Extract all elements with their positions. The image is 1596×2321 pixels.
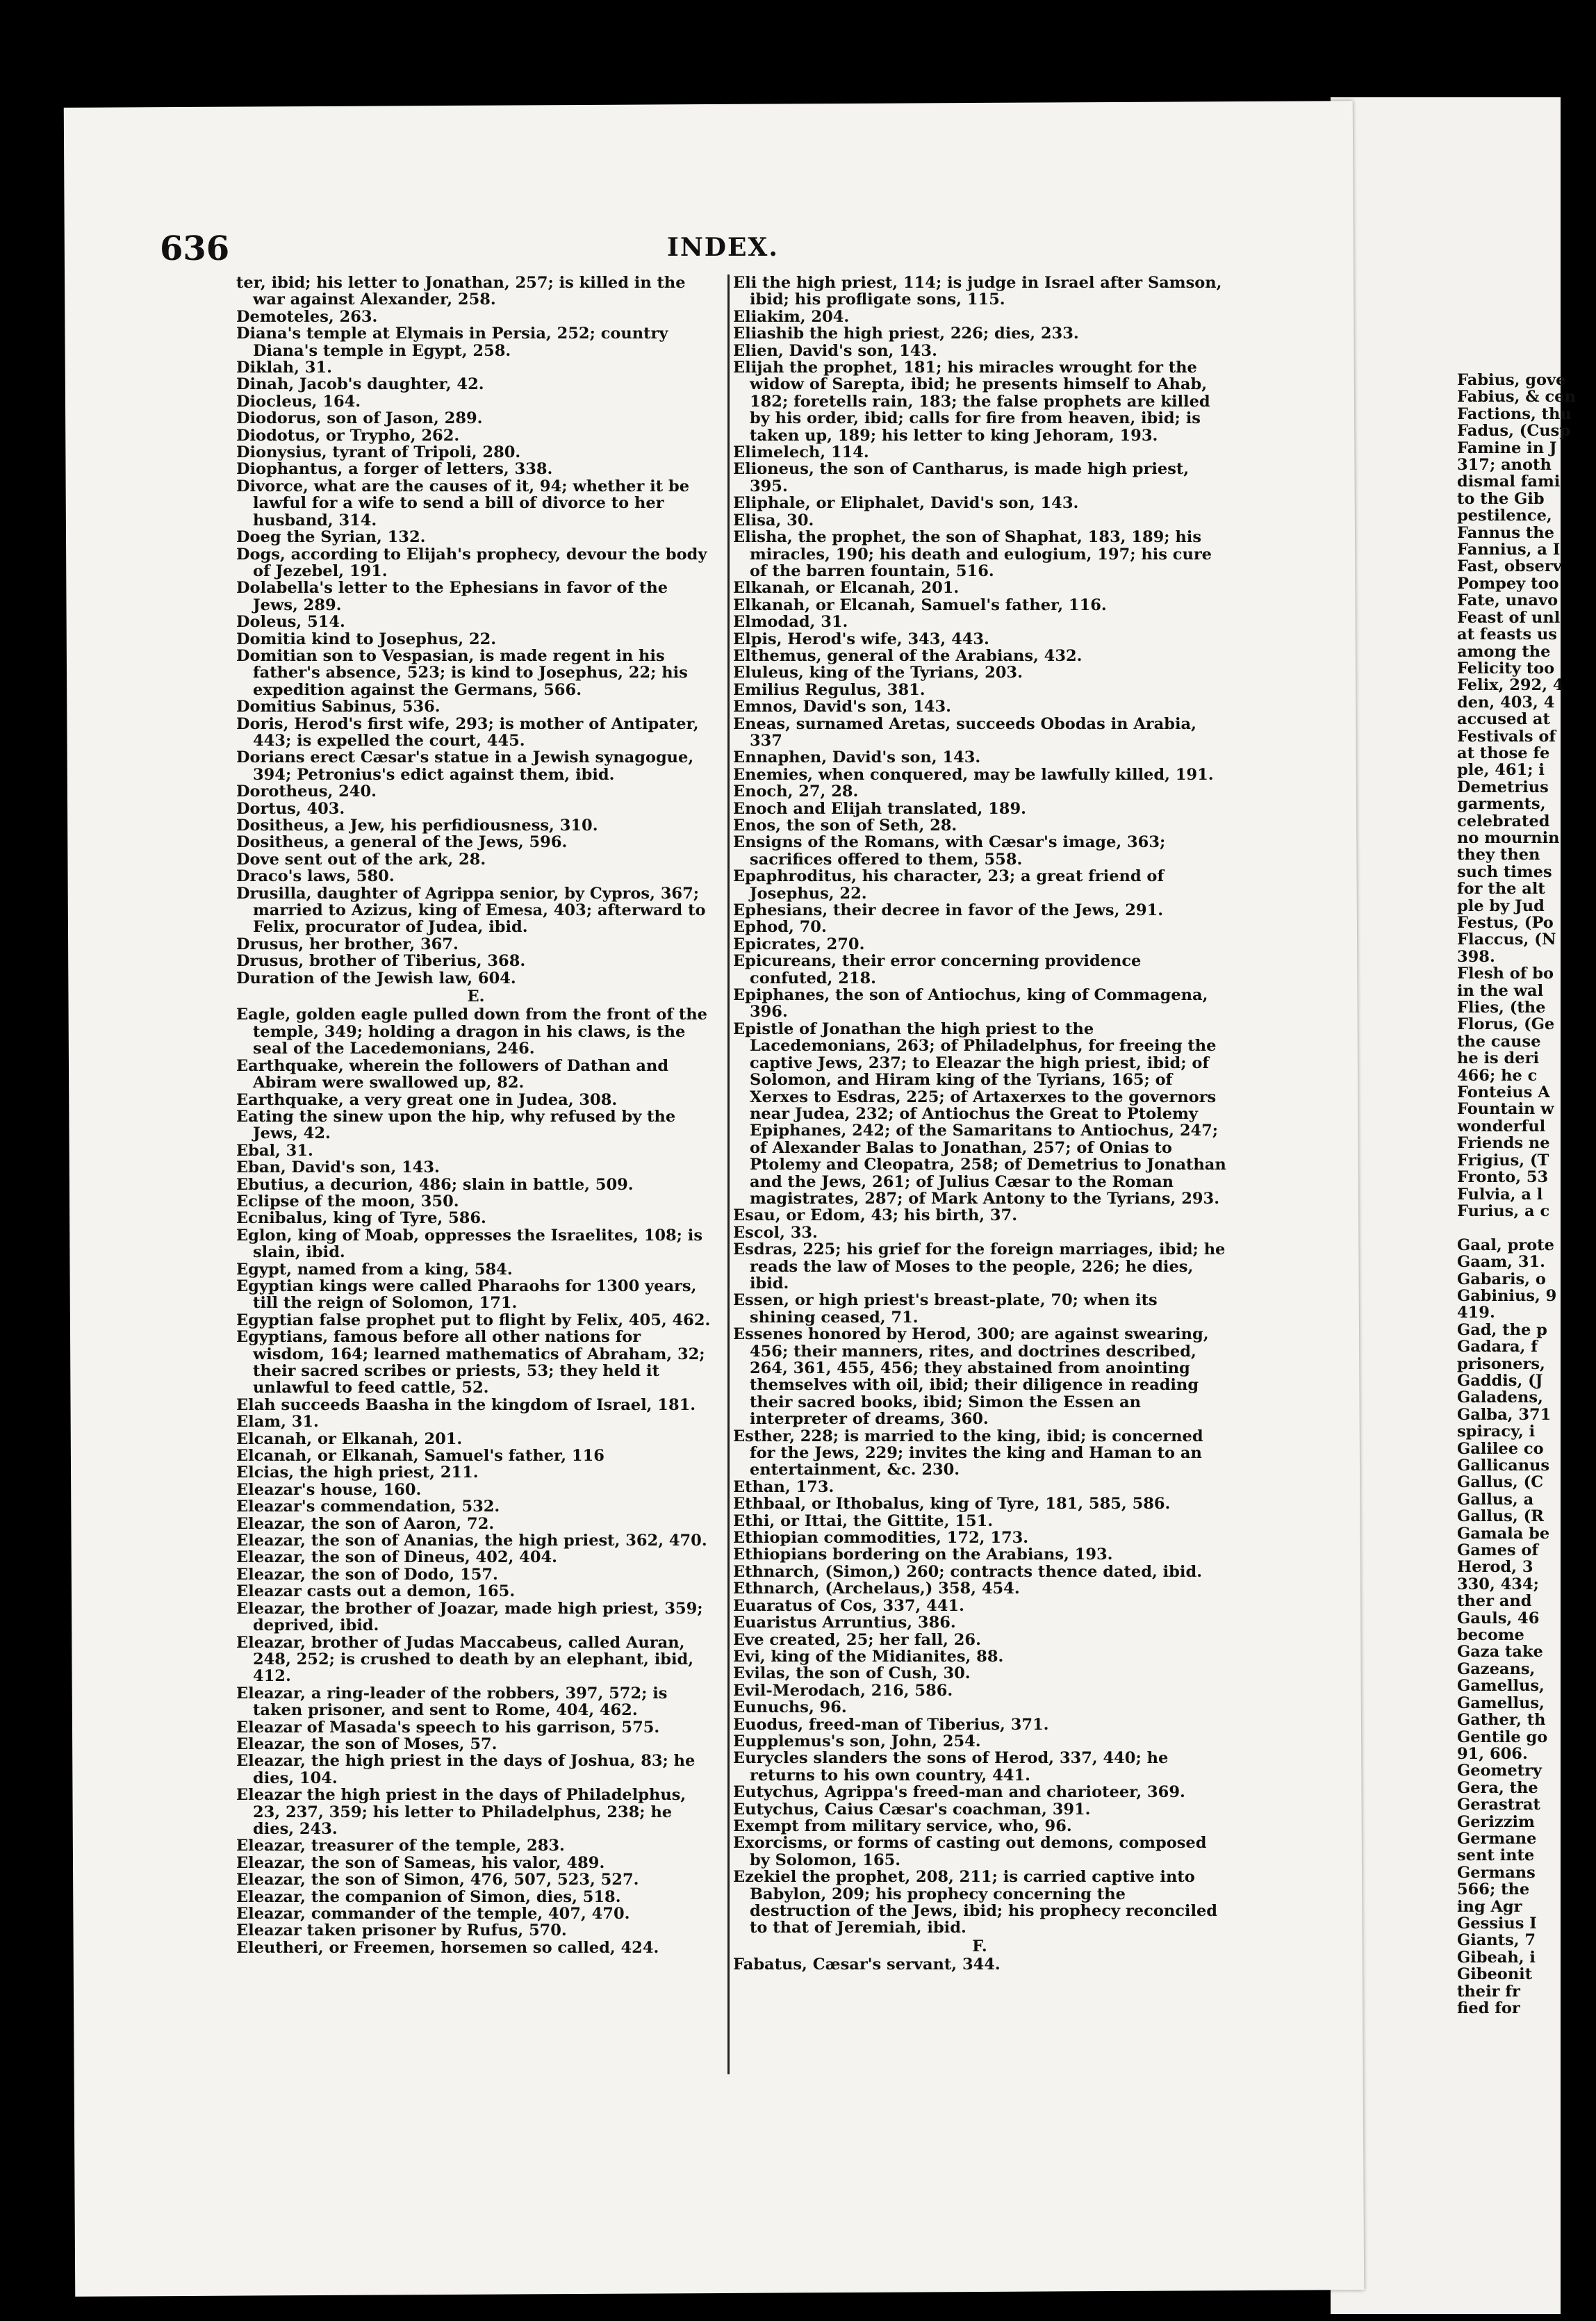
adjacent-index-fragment: he is deri — [1457, 1049, 1540, 1068]
index-entry: Eleazar's house, 160. — [236, 1480, 422, 1499]
adjacent-index-fragment: Famine in J — [1457, 438, 1557, 457]
adjacent-index-fragment: Games of — [1457, 1541, 1539, 1560]
index-entry: Esdras, 225; his grief for the foreign marriages, ibid; he reads the law of Moses to the people, 226; he dies, ibid. — [733, 1240, 1226, 1293]
adjacent-index-fragment: to the Gib — [1457, 489, 1545, 508]
adjacent-index-fragment: Fannius, a I — [1457, 541, 1561, 559]
index-entry: Epaphroditus, his character, 23; a great friend of Josephus, 22. — [733, 867, 1165, 903]
index-entry: Exempt from military service, who, 96. — [733, 1816, 1072, 1835]
index-entry: Elien, David's son, 143. — [733, 341, 937, 360]
index-entry: Enos, the son of Seth, 28. — [733, 817, 957, 835]
index-entry: Ennaphen, David's son, 143. — [733, 748, 981, 767]
index-entry: Drusilla, daughter of Agrippa senior, by Cypros, 367; married to Azizus, king of Emesa, 403; afterward to Felix, procurator of Judea, ibid. — [236, 884, 706, 937]
adjacent-index-fragment: Gabinius, 9 — [1457, 1286, 1557, 1305]
adjacent-index-fragment: 317; anoth — [1457, 456, 1552, 475]
adjacent-index-fragment: Furius, a c — [1457, 1201, 1550, 1220]
index-entry: Eagle, golden eagle pulled down from the front of the temple, 349; holding a dragon in his claws, is the seal of the Lacedemonians, 246. — [236, 1006, 707, 1058]
adjacent-index-fragment: Gera, the — [1457, 1778, 1538, 1797]
adjacent-index-fragment: Gaza take — [1457, 1643, 1543, 1662]
index-entry: Elcias, the high priest, 211. — [236, 1463, 479, 1482]
adjacent-index-fragment: Geometry — [1457, 1762, 1542, 1780]
index-entry: Dositheus, a general of the Jews, 596. — [236, 833, 568, 852]
adjacent-index-fragment: Herod, 3 — [1457, 1558, 1533, 1577]
adjacent-index-fragment: Germane — [1457, 1829, 1537, 1848]
adjacent-index-fragment: wonderful — [1457, 1117, 1546, 1135]
adjacent-index-fragment: Gather, th — [1457, 1711, 1546, 1730]
index-entry: Eliphale, or Eliphalet, David's son, 143. — [733, 494, 1079, 513]
index-entry: Diodorus, son of Jason, 289. — [236, 409, 483, 428]
adjacent-index-fragment: garments, — [1457, 795, 1546, 814]
adjacent-index-fragment: Giants, 7 — [1457, 1931, 1536, 1950]
index-entry: Fabatus, Cæsar's servant, 344. — [733, 1955, 1001, 1974]
adjacent-index-fragment: Festivals of — [1457, 727, 1556, 746]
adjacent-index-fragment: Felicity too — [1457, 659, 1555, 678]
adjacent-index-fragment: Gallus, (R — [1457, 1507, 1544, 1526]
index-entry: Evilas, the son of Cush, 30. — [733, 1664, 971, 1683]
index-entry: Ebal, 31. — [236, 1141, 313, 1160]
index-entry: Dionysius, tyrant of Tripoli, 280. — [236, 443, 521, 462]
index-entry: Ethbaal, or Ithobalus, king of Tyre, 181, 585, 586. — [733, 1495, 1171, 1514]
adjacent-index-fragment: Gamellus, — [1457, 1677, 1545, 1696]
index-entry: Demoteles, 263. — [236, 307, 378, 326]
adjacent-index-fragment: Fonteius A — [1457, 1083, 1550, 1102]
index-entry: Eliashib the high priest, 226; dies, 233. — [733, 325, 1079, 343]
adjacent-index-fragment: Fulvia, a l — [1457, 1185, 1543, 1204]
adjacent-index-fragment: fied for — [1457, 1999, 1520, 2017]
page-title: INDEX. — [667, 233, 779, 262]
index-entry: Eleazar, the son of Aaron, 72. — [236, 1514, 495, 1533]
adjacent-index-fragment: Gabaris, o — [1457, 1270, 1546, 1288]
index-entry: Egyptians, famous before all other nations for wisdom, 164; learned mathematics of Abraham, 32; their sacred scribes or priests, 53; they held it unlawful to feed cattle, 52. — [236, 1328, 705, 1397]
adjacent-index-fragment: Fountain w — [1457, 1100, 1554, 1119]
index-entry: Ephod, 70. — [733, 918, 827, 937]
index-entry: Esau, or Edom, 43; his birth, 37. — [733, 1206, 1018, 1225]
index-entry: Doeg the Syrian, 132. — [236, 528, 426, 547]
index-entry: Dove sent out of the ark, 28. — [236, 850, 486, 869]
index-entry: Eleazar taken prisoner by Rufus, 570. — [236, 1921, 567, 1940]
index-entry: Essenes honored by Herod, 300; are against swearing, 456; their manners, rites, and doctrines described, 264, 361, 455, 456; they abstained from anointing themselves with oil, ibid; their diligence in reading their sacred books, ibid; Simon the Essen an interpreter of dreams, 360. — [733, 1325, 1209, 1429]
index-entry: Eleazar, the son of Sameas, his valor, 489. — [236, 1853, 605, 1872]
index-entry: Essen, or high priest's breast-plate, 70; when its shining ceased, 71. — [733, 1291, 1158, 1327]
index-entry: Eleutheri, or Freemen, horsemen so called, 424. — [236, 1938, 659, 1957]
adjacent-index-fragment: Festus, (Po — [1457, 914, 1554, 932]
index-entry: Eclipse of the moon, 350. — [236, 1192, 459, 1211]
index-entry: Eunuchs, 96. — [733, 1698, 847, 1717]
index-entry: Dortus, 403. — [236, 799, 345, 818]
index-entry: Eleazar, the son of Ananias, the high priest, 362, 470. — [236, 1532, 707, 1550]
index-column-middle — [733, 274, 1226, 1974]
adjacent-index-fragment: Gaddis, (J — [1457, 1371, 1543, 1390]
index-entry: Eleazar the high priest in the days of Philadelphus, 23, 237, 359; his letter to Philadelphus, 238; he dies, 243. — [236, 1786, 686, 1838]
adjacent-index-fragment: 566; the — [1457, 1880, 1530, 1899]
index-entry: Eleazar, the high priest in the days of Joshua, 83; he dies, 104. — [236, 1752, 696, 1787]
adjacent-index-fragment: Felix, 292, 4 — [1457, 676, 1564, 695]
index-entry: Ecnibalus, king of Tyre, 586. — [236, 1209, 486, 1228]
adjacent-index-fragment: Gallicanus — [1457, 1457, 1550, 1475]
adjacent-index-fragment: Gibeah, i — [1457, 1948, 1536, 1967]
index-entry: Domitian son to Vespasian, is made regent in his father's absence, 523; is kind to Josephus, 22; his expedition against the Germans, 566. — [236, 646, 688, 699]
index-column-left — [236, 274, 716, 1956]
adjacent-index-fragment: spiracy, i — [1457, 1422, 1536, 1441]
index-entry: Dositheus, a Jew, his perfidiousness, 310. — [236, 817, 598, 835]
index-entry: Elisa, 30. — [733, 511, 814, 530]
adjacent-index-fragment: Feast of unl — [1457, 608, 1561, 627]
index-entry: Enoch, 27, 28. — [733, 782, 859, 801]
index-entry: Evil-Merodach, 216, 586. — [733, 1681, 953, 1700]
index-entry: Eleazar, treasurer of the temple, 283. — [236, 1837, 565, 1855]
index-entry: Earthquake, wherein the followers of Dathan and Abiram were swallowed up, 82. — [236, 1056, 669, 1092]
adjacent-index-fragment: Gibeonit — [1457, 1965, 1533, 1984]
adjacent-index-fragment: Demetrius — [1457, 778, 1549, 796]
index-entry: Ethiopians bordering on the Arabians, 193. — [733, 1545, 1113, 1564]
index-entry: Emnos, David's son, 143. — [733, 698, 951, 716]
adjacent-index-fragment: Gadara, f — [1457, 1338, 1538, 1356]
adjacent-index-fragment: in the wal — [1457, 981, 1544, 1000]
index-entry: Egyptian kings were called Pharaohs for 1300 years, till the reign of Solomon, 171. — [236, 1277, 697, 1313]
index-entry: Diklah, 31. — [236, 359, 332, 377]
index-entry: Ezekiel the prophet, 208, 211; is carried captive into Babylon, 209; his prophecy concerning the destruction of the Jews, ibid; his prophecy reconciled to that of Jeremiah, ibid. — [733, 1868, 1218, 1937]
adjacent-index-fragment: prisoners, — [1457, 1354, 1545, 1373]
index-entry: Eleazar, the brother of Joazar, made high priest, 359; deprived, ibid. — [236, 1599, 703, 1635]
index-entry: Elam, 31. — [236, 1413, 319, 1432]
index-entry: Egyptian false prophet put to flight by Felix, 405, 462. — [236, 1311, 711, 1329]
index-entry: Elijah the prophet, 181; his miracles wrought for the widow of Sarepta, ibid; he presents himself to Ahab, 182; foretells rain, 183; the false prophets are killed by his order, ibid; calls for fire from heaven, ibid; is taken up, 189; his letter to king Jehoram, 193. — [733, 359, 1210, 445]
page-number: 636 — [160, 229, 230, 268]
index-entry: Eleazar, the companion of Simon, dies, 518. — [236, 1887, 621, 1906]
adjacent-index-fragment: Gaam, 31. — [1457, 1253, 1545, 1272]
index-entry: Euaristus Arruntius, 386. — [733, 1614, 956, 1632]
adjacent-index-fragment: 91, 606. — [1457, 1744, 1528, 1763]
adjacent-index-fragment: Fabius, gove — [1457, 371, 1566, 389]
adjacent-index-fragment: ing Agr — [1457, 1897, 1522, 1916]
index-entry: Ebutius, a decurion, 486; slain in battle, 509. — [236, 1175, 634, 1194]
adjacent-index-fragment: Flaccus, (N — [1457, 930, 1556, 949]
index-entry: Evi, king of the Midianites, 88. — [733, 1647, 1004, 1666]
index-entry: Eutychus, Caius Cæsar's coachman, 391. — [733, 1800, 1091, 1819]
index-entry: Duration of the Jewish law, 604. — [236, 969, 516, 987]
index-entry: Elkanah, or Elcanah, Samuel's father, 116. — [733, 596, 1107, 614]
index-entry: Diocleus, 164. — [236, 392, 361, 411]
index-entry: Eleazar, the son of Moses, 57. — [236, 1734, 497, 1753]
index-entry: Ethnarch, (Archelaus,) 358, 454. — [733, 1580, 1020, 1598]
adjacent-page-column — [1457, 372, 1596, 2017]
adjacent-index-fragment: pestilence, — [1457, 507, 1552, 525]
index-entry: Domitius Sabinus, 536. — [236, 698, 441, 716]
adjacent-index-fragment: Gallus, a — [1457, 1490, 1534, 1509]
index-entry: Dolabella's letter to the Ephesians in favor of the Jews, 289. — [236, 579, 668, 614]
adjacent-index-fragment: 330, 434; — [1457, 1575, 1539, 1593]
adjacent-index-fragment: 466; he c — [1457, 1066, 1538, 1085]
adjacent-index-fragment: 419. — [1457, 1304, 1495, 1322]
adjacent-index-fragment: Pompey too — [1457, 574, 1559, 593]
index-entry: Drusus, her brother, 367. — [236, 935, 459, 953]
adjacent-index-fragment: Fast, observ — [1457, 557, 1562, 576]
adjacent-index-fragment: Frigius, (T — [1457, 1151, 1549, 1170]
adjacent-index-fragment: Gentile go — [1457, 1728, 1548, 1746]
index-entry: Ensigns of the Romans, with Cæsar's image, 363; sacrifices offered to them, 558. — [733, 833, 1166, 869]
index-entry: ter, ibid; his letter to Jonathan, 257; is killed in the war against Alexander, 258. — [236, 274, 686, 309]
adjacent-index-fragment: Fannus the — [1457, 523, 1554, 542]
index-entry: Exorcisms, or forms of casting out demons, composed by Solomon, 165. — [733, 1834, 1207, 1869]
adjacent-index-fragment: the cause — [1457, 1032, 1541, 1051]
adjacent-index-fragment: sent inte — [1457, 1846, 1535, 1865]
index-entry: Drusus, brother of Tiberius, 368. — [236, 952, 526, 971]
adjacent-index-fragment: Flies, (the — [1457, 999, 1546, 1017]
adjacent-index-fragment: ther and — [1457, 1592, 1532, 1611]
index-entry: Eve created, 25; her fall, 26. — [733, 1630, 981, 1649]
adjacent-index-fragment: their fr — [1457, 1982, 1520, 2001]
index-entry: Eban, David's son, 143. — [236, 1158, 440, 1177]
adjacent-index-fragment: Germans — [1457, 1863, 1536, 1882]
adjacent-index-fragment: Galba, 371 — [1457, 1405, 1552, 1424]
adjacent-index-fragment: Fronto, 53 — [1457, 1168, 1549, 1187]
index-entry: Elimelech, 114. — [733, 443, 869, 462]
adjacent-index-fragment: den, 403, 4 — [1457, 693, 1555, 712]
index-entry: Draco's laws, 580. — [236, 867, 395, 886]
index-entry: Eleazar's commendation, 532. — [236, 1498, 500, 1516]
adjacent-index-fragment: Gerizzim — [1457, 1812, 1535, 1831]
index-entry: Eneas, surnamed Aretas, succeeds Obodas in Arabia, 337 — [733, 714, 1196, 750]
adjacent-page — [1331, 97, 1576, 2314]
index-entry: Diana's temple at Elymais in Persia, 252; country Diana's temple in Egypt, 258. — [236, 325, 668, 360]
adjacent-index-fragment: Gallus, (C — [1457, 1473, 1544, 1492]
adjacent-index-fragment: ple by Jud — [1457, 896, 1545, 915]
adjacent-index-fragment: at feasts us — [1457, 625, 1557, 644]
index-entry: Elcanah, or Elkanah, Samuel's father, 116 — [236, 1447, 604, 1466]
index-entry: Ethnarch, (Simon,) 260; contracts thence dated, ibid. — [733, 1562, 1203, 1581]
adjacent-index-fragment: Gauls, 46 — [1457, 1609, 1540, 1627]
adjacent-index-fragment: become — [1457, 1626, 1524, 1645]
adjacent-index-fragment: Galadens, — [1457, 1388, 1543, 1407]
index-entry: Epistle of Jonathan the high priest to the Lacedemonians, 263; of Philadelphus, for freeing the captive Jews, 237; to Eleazar the high priest, ibid; of Solomon, and Hiram king of the Tyrians, 165; of Xerxes to Esdras, 225; of Artaxerxes to the governors near Judea, 232; of Antiochus the Great to Ptolemy Epiphanes, 242; of the Samaritans to Antiochus, 247; of Alexander Balas to Jonathan, 257; of Onias to Ptolemy and Cleopatra, 258; of Demetrius to Jonathan and the Jews, 261; of Julius Cæsar to the Roman magistrates, 287; of Mark Antony to the Tyrians, 293. — [733, 1019, 1226, 1208]
index-entry: Diodotus, or Trypho, 262. — [236, 426, 460, 445]
index-entry: Eleazar of Masada's speech to his garrison, 575. — [236, 1718, 660, 1737]
index-entry: Elpis, Herod's wife, 343, 443. — [733, 630, 989, 648]
adjacent-index-fragment: accused at — [1457, 710, 1550, 729]
adjacent-index-fragment: Galilee co — [1457, 1439, 1544, 1458]
adjacent-index-fragment: Gessius I — [1457, 1914, 1537, 1933]
index-entry: Eating the sinew upon the hip, why refused by the Jews, 42. — [236, 1107, 676, 1143]
adjacent-index-fragment: Fabius, & cen — [1457, 388, 1576, 407]
index-entry: Epicrates, 270. — [733, 935, 865, 953]
index-entry: Domitia kind to Josephus, 22. — [236, 630, 497, 648]
index-entry: Egypt, named from a king, 584. — [236, 1260, 513, 1279]
index-entry: Doris, Herod's first wife, 293; is mother of Antipater, 443; is expelled the court, 445. — [236, 714, 699, 750]
adjacent-index-fragment: for the alt — [1457, 880, 1545, 899]
index-entry: Elmodad, 31. — [733, 613, 848, 632]
index-entry: Eleazar, the son of Simon, 476, 507, 523, 527. — [236, 1871, 639, 1889]
index-entry: Dinah, Jacob's daughter, 42. — [236, 375, 484, 394]
adjacent-index-fragment: at those fe — [1457, 744, 1550, 762]
index-entry: Eleazar, the son of Dodo, 157. — [236, 1565, 498, 1584]
index-entry: Eluleus, king of the Tyrians, 203. — [733, 664, 1023, 682]
index-entry: Epiphanes, the son of Antiochus, king of Commagena, 396. — [733, 986, 1208, 1022]
index-entry: Eurycles slanders the sons of Herod, 337, 440; he returns to his own country, 441. — [733, 1749, 1169, 1785]
adjacent-index-fragment: Flesh of bo — [1457, 965, 1554, 983]
section-letter: F. — [972, 1937, 987, 1955]
index-entry: Dorians erect Cæsar's statue in a Jewish synagogue, 394; Petronius's edict against them, ibid. — [236, 748, 694, 784]
index-entry: Earthquake, a very great one in Judea, 308. — [236, 1090, 618, 1109]
index-entry: Enoch and Elijah translated, 189. — [733, 799, 1026, 818]
index-entry: Elthemus, general of the Arabians, 432. — [733, 646, 1083, 665]
adjacent-index-fragment: ple, 461; i — [1457, 761, 1545, 780]
index-entry: Divorce, what are the causes of it, 94; whether it be lawful for a wife to send a bill of divorce to her husband, 314. — [236, 477, 690, 530]
index-entry: Eleazar, brother of Judas Maccabeus, called Auran, 248, 252; is crushed to death by an elephant, ibid, 412. — [236, 1633, 694, 1686]
index-entry: Eleazar, the son of Dineus, 402, 404. — [236, 1548, 557, 1567]
column-rule — [727, 274, 730, 2074]
adjacent-index-fragment: dismal fami — [1457, 473, 1561, 491]
index-entry: Esther, 228; is married to the king, ibid; is concerned for the Jews, 229; invites the king and Haman to an entertainment, &c. 230. — [733, 1427, 1203, 1479]
adjacent-index-fragment: Factions, thu — [1457, 404, 1572, 423]
index-entry: Epicureans, their error concerning providence confuted, 218. — [733, 952, 1142, 987]
index-entry: Elah succeeds Baasha in the kingdom of Israel, 181. — [236, 1395, 696, 1414]
adjacent-index-fragment: celebrated — [1457, 812, 1550, 830]
index-entry: Eglon, king of Moab, oppresses the Israelites, 108; is slain, ibid. — [236, 1226, 703, 1262]
index-entry: Eutychus, Agrippa's freed-man and charioteer, 369. — [733, 1783, 1185, 1802]
index-entry: Eleazar, a ring-leader of the robbers, 397, 572; is taken prisoner, and sent to Rome, 404, 462. — [236, 1684, 668, 1720]
index-entry: Eli the high priest, 114; is judge in Israel after Samson, ibid; his profligate sons, 115. — [733, 274, 1222, 309]
index-entry: Elioneus, the son of Cantharus, is made high priest, 395. — [733, 460, 1190, 495]
index-entry: Eupplemus's son, John, 254. — [733, 1732, 981, 1750]
index-entry: Enemies, when conquered, may be lawfully killed, 191. — [733, 765, 1214, 784]
index-entry: Ethiopian commodities, 172, 173. — [733, 1529, 1029, 1548]
adjacent-index-fragment: no mournin — [1457, 828, 1560, 847]
index-entry: Dorotheus, 240. — [236, 782, 377, 801]
index-entry: Eleazar, commander of the temple, 407, 470. — [236, 1905, 630, 1923]
adjacent-index-fragment: Gad, the p — [1457, 1320, 1547, 1339]
adjacent-index-fragment: Fate, unavo — [1457, 591, 1558, 610]
adjacent-index-fragment: Florus, (Ge — [1457, 1015, 1555, 1034]
adjacent-index-fragment: such times — [1457, 862, 1552, 881]
index-entry: Elcanah, or Elkanah, 201. — [236, 1429, 463, 1448]
adjacent-index-fragment: Friends ne — [1457, 1134, 1550, 1153]
index-entry: Ethi, or Ittai, the Gittite, 151. — [733, 1511, 994, 1530]
index-entry: Diophantus, a forger of letters, 338. — [236, 460, 553, 479]
adjacent-index-fragment: among the — [1457, 642, 1551, 661]
index-entry: Dogs, according to Elijah's prophecy, devour the body of Jezebel, 191. — [236, 545, 707, 580]
index-entry: Ephesians, their decree in favor of the Jews, 291. — [733, 901, 1164, 920]
index-entry: Ethan, 173. — [733, 1477, 834, 1496]
adjacent-index-fragment: Gamala be — [1457, 1524, 1550, 1543]
index-entry: Escol, 33. — [733, 1223, 818, 1242]
index-entry: Eliakim, 204. — [733, 307, 850, 326]
index-entry: Elisha, the prophet, the son of Shaphat, 183, 189; his miracles, 190; his death and eulogium, 197; his cure of the barren fountain, 516. — [733, 528, 1212, 580]
adjacent-index-fragment — [1457, 1220, 1596, 1236]
adjacent-index-fragment: Gamellus, — [1457, 1693, 1545, 1712]
adjacent-index-fragment: 398. — [1457, 947, 1495, 966]
adjacent-index-fragment: Gerastrat — [1457, 1796, 1540, 1814]
section-letter: E. — [467, 987, 485, 1006]
index-entry: Doleus, 514. — [236, 613, 345, 632]
adjacent-index-fragment: Gaal, prote — [1457, 1236, 1554, 1254]
adjacent-index-fragment: they then — [1457, 846, 1540, 864]
index-entry: Euodus, freed-man of Tiberius, 371. — [733, 1715, 1049, 1734]
adjacent-index-fragment: Gazeans, — [1457, 1659, 1536, 1678]
index-entry: Eleazar casts out a demon, 165. — [236, 1582, 516, 1601]
adjacent-index-fragment: Fadus, (Cusp — [1457, 422, 1571, 441]
index-entry: Emilius Regulus, 381. — [733, 680, 925, 699]
index-entry: Elkanah, or Elcanah, 201. — [733, 579, 960, 598]
index-entry: Euaratus of Cos, 337, 441. — [733, 1596, 964, 1615]
